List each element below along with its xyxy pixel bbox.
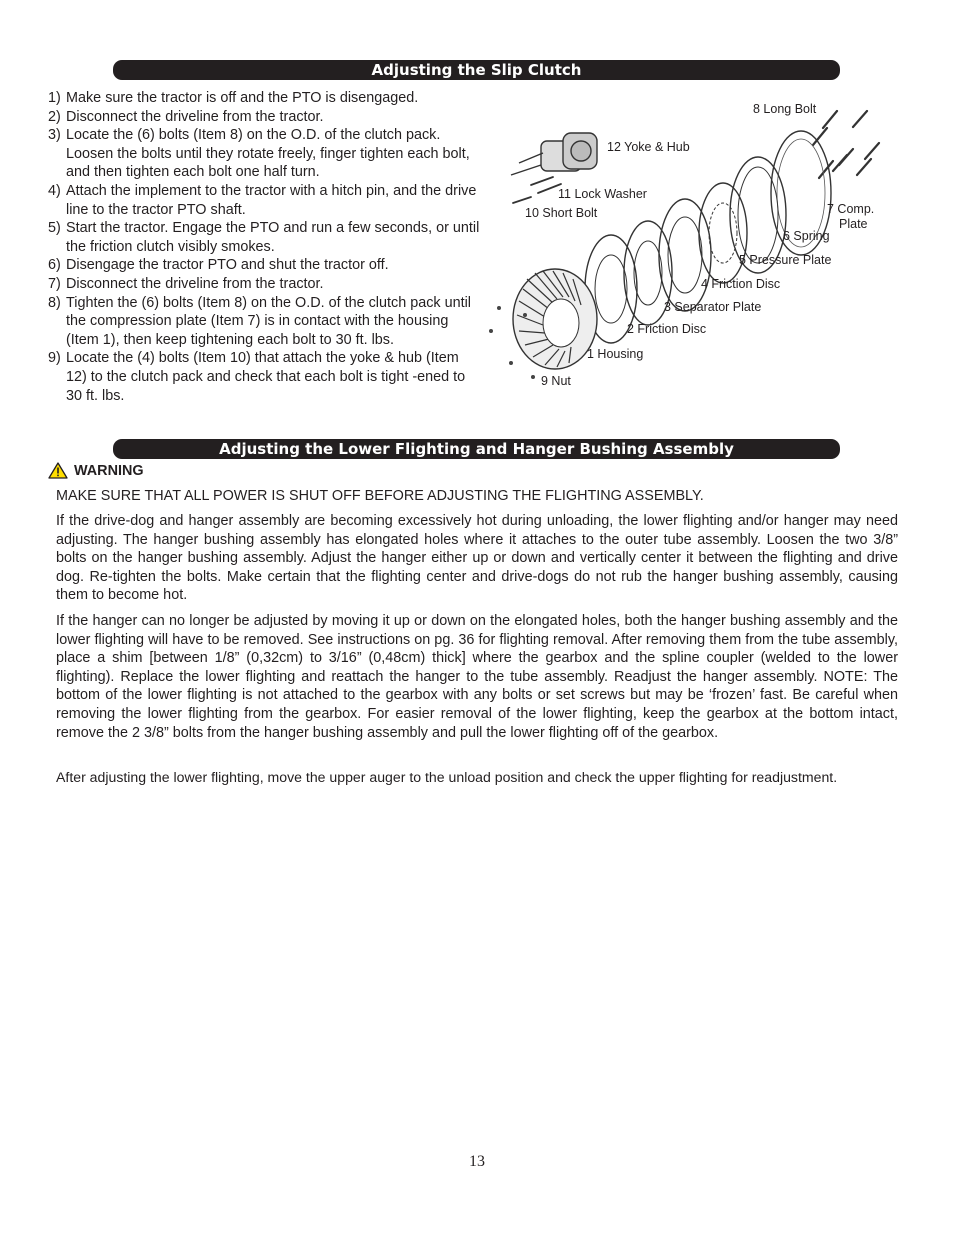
step-item: 5) Start the tractor. Engage the PTO and run a few seconds, or until the friction clutch visibly smokes. <box>48 220 480 255</box>
power-off-notice: MAKE SURE THAT ALL POWER IS SHUT OFF BEFORE ADJUSTING THE FLIGHTING ASSEMBLY. <box>56 488 704 504</box>
long-bolts <box>813 111 879 178</box>
step-item: 8) Tighten the (6) bolts (Item 8) on the O.D. of the clutch pack until the compression plate (Item 7) is in contact with the housing (Item 1), then keep tightening each bolt to 30 ft. lbs. <box>48 294 471 348</box>
label-housing: 1 Housing <box>587 347 644 361</box>
label-separator-plate: 3 Separator Plate <box>664 300 762 314</box>
short-bolts <box>513 177 561 203</box>
label-friction-disc-4: 4 Friction Disc <box>701 277 781 291</box>
section-header-lower-flighting: Adjusting the Lower Flighting and Hanger Bushing Assembly <box>113 439 840 459</box>
paragraph: After adjusting the lower flighting, move the upper auger to the unload position and check the upper flighting for readjustment. <box>56 769 838 785</box>
friction-disc-4 <box>659 199 711 311</box>
label-comp-plate-2: Plate <box>839 217 868 231</box>
warning-label <box>48 462 144 479</box>
slip-clutch-exploded-diagram <box>483 93 893 408</box>
step-item: 7) Disconnect the driveline from the tractor. <box>48 275 324 292</box>
step-item: 3) Locate the (6) bolts (Item 8) on the O.D. of the clutch pack. Loosen the bolts until they rotate freely, finger tighten each bolt, and then tighten each bolt one half turn. <box>48 127 470 181</box>
label-nut: 9 Nut <box>541 374 571 388</box>
paragraph: If the hanger can no longer be adjusted by moving it up or down on the elongated holes, both the hanger bushing assembly and the lower flighting will have to be removed. See instructions on pg. 36 for flighting removal. After removing them from the tube assembly, place a shim [between 1/8” (0,32cm) to 3/16” (0,48cm) thick] where the gearbox and the spline coupler (welded to the lower flighting). Replace the lower flighting and reattach the hanger to the tube assembly. Readjust the hanger assembly. NOTE: The bottom of the lower flighting is not attached to the gearbox with any bolts or set screws but may be ‘frozen’ fast. Be careful when removing the lower flighting from the gearbox. For easier removal of the lower flighting, keep the gearbox at the bottom intact, remove the 2 3/8” bolts from the hanger bushing assembly and pull the lower flighting off of the gearbox. <box>56 613 898 741</box>
paragraph: If the drive-dog and hanger assembly are becoming excessively hot during unloading, the lower flighting and/or hanger may need adjusting. The hanger bushing assembly has elongated holes where it attaches to the outer tube assembly. Loosen the two 3/8” bolts on the hanger bushing assembly. Adjust the hanger either up or down and vertically center it between the flighting and drive dog. Re-tighten the bolts. Make certain that the flighting center and drive-dogs do not rub the hanger bushing assembly, causing them to become hot. <box>56 513 898 604</box>
label-yoke-hub: 12 Yoke & Hub <box>607 140 690 154</box>
label-spring: 6 Spring <box>783 229 830 243</box>
warning-triangle-icon <box>48 462 68 479</box>
label-pressure-plate: 5 Pressure Plate <box>739 253 832 267</box>
label-comp-plate: 7 Comp. <box>827 202 875 216</box>
label-long-bolt: 8 Long Bolt <box>753 102 817 116</box>
label-friction-disc-2: 2 Friction Disc <box>627 322 707 336</box>
housing <box>513 269 597 369</box>
step-item: 4) Attach the implement to the tractor with a hitch pin, and the drive line to the tractor PTO shaft. <box>48 182 477 218</box>
step-item: 2) Disconnect the driveline from the tractor. <box>48 108 324 125</box>
step-item: 6) Disengage the tractor PTO and shut the tractor off. <box>48 257 389 274</box>
yoke-hub <box>511 133 597 175</box>
slip-clutch-steps <box>48 89 483 405</box>
label-lock-washer: 11 Lock Washer <box>558 187 647 201</box>
step-item: 1) Make sure the tractor is off and the PTO is disengaged. <box>48 90 419 106</box>
section-header-slip-clutch: Adjusting the Slip Clutch <box>113 60 840 80</box>
page-number: 13 <box>469 1153 485 1170</box>
step-item: 9) Locate the (4) bolts (Item 10) that attach the yoke & hub (Item 12) to the clutch pack and check that each bolt is tight -ened to 30 ft. lbs. <box>48 350 466 404</box>
warning-text: WARNING <box>74 462 144 479</box>
label-short-bolt: 10 Short Bolt <box>525 206 598 220</box>
